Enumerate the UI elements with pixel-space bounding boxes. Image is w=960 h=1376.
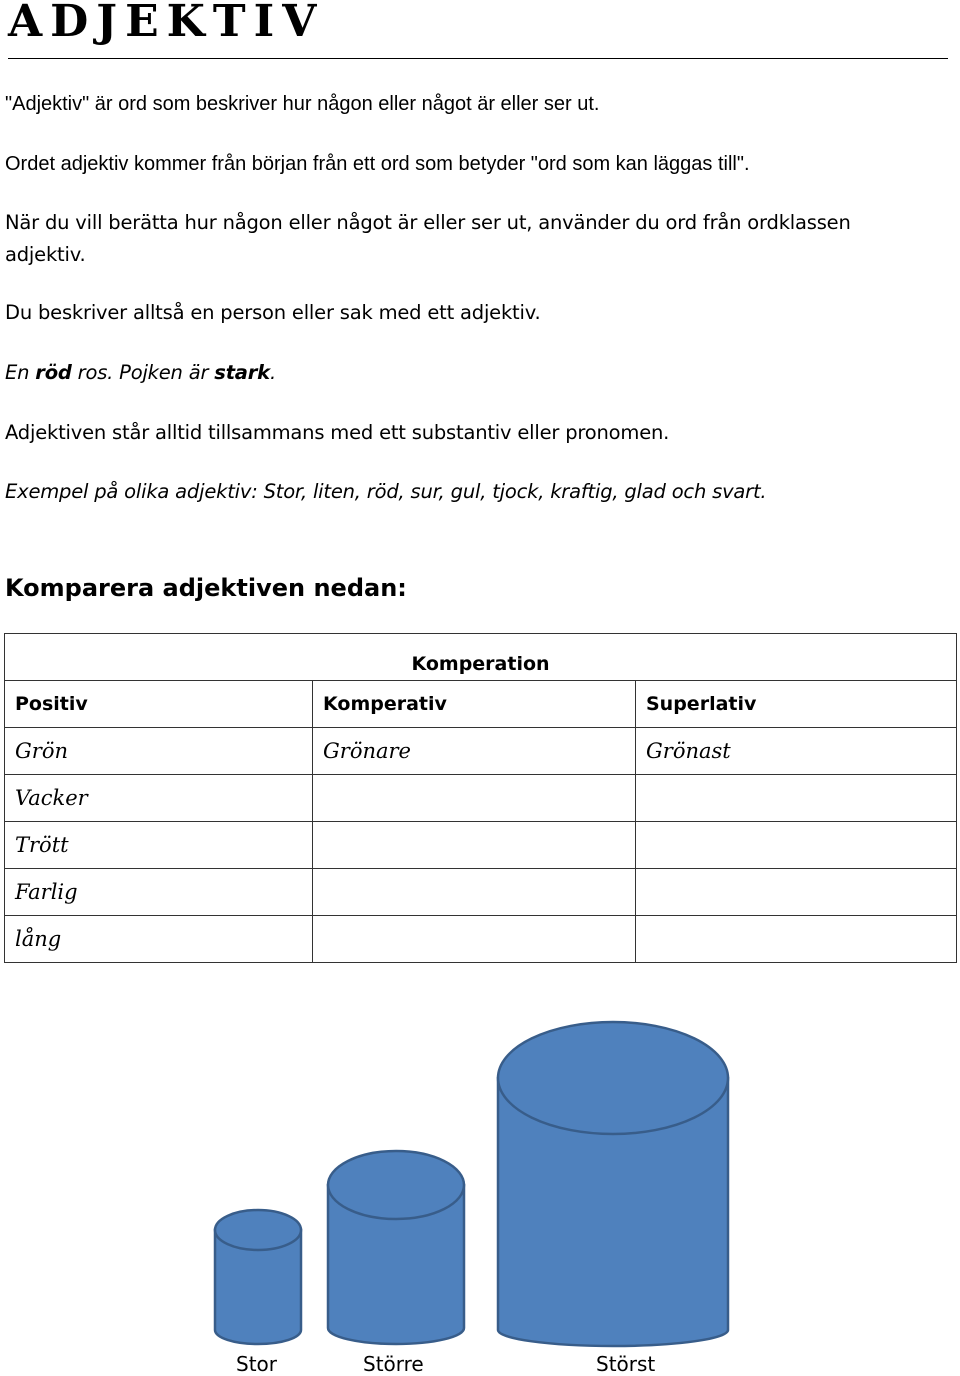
example-text-part: ros. Pojken är (71, 361, 215, 384)
table-row (5, 775, 957, 822)
cell-positiv: Vacker (5, 775, 313, 822)
cell-positiv: Grön (5, 728, 313, 775)
table-row (5, 869, 957, 916)
section-heading: Komparera adjektiven nedan: (5, 574, 407, 602)
cell-positiv: Farlig (5, 869, 313, 916)
paragraph-usage: När du vill berätta hur någon eller något är eller ser ut, använder du ord från ordklassen adjektiv. (5, 211, 851, 266)
cell-superlativ[interactable] (636, 916, 957, 963)
table-row (5, 728, 957, 775)
cylinder-label-stor: Stor (236, 1352, 277, 1376)
table-header-row (5, 681, 957, 728)
table-row (5, 916, 957, 963)
paragraph-origin: Ordet adjektiv kommer från början från ett ord som betyder "ord som kan läggas till". (5, 153, 750, 175)
cell-komperativ[interactable] (313, 869, 636, 916)
paragraph-rule: Adjektiven står alltid tillsammans med ett substantiv eller pronomen. (5, 421, 670, 444)
example-adjective-rod: röd (35, 361, 72, 384)
paragraph-example-sentences (5, 357, 935, 389)
cell-komperativ[interactable] (313, 916, 636, 963)
cylinder-large (498, 1022, 728, 1346)
cell-komperativ[interactable]: Grönare (313, 728, 636, 775)
cell-superlativ[interactable] (636, 869, 957, 916)
cell-superlativ[interactable] (636, 775, 957, 822)
header-superlativ: Superlativ (636, 681, 957, 728)
paragraph-definition: "Adjektiv" är ord som beskriver hur någon eller något är eller ser ut. (5, 93, 600, 115)
cylinder-medium (328, 1151, 464, 1344)
header-komperativ: Komperativ (313, 681, 636, 728)
cell-superlativ[interactable] (636, 822, 957, 869)
paragraph-examples: Exempel på olika adjektiv: Stor, liten, röd, sur, gul, tjock, kraftig, glad och svart. (5, 480, 767, 503)
table-caption: Komperation (5, 634, 957, 681)
comparison-table (4, 633, 957, 963)
cell-komperativ[interactable] (313, 775, 636, 822)
table-row (5, 822, 957, 869)
header-positiv: Positiv (5, 681, 313, 728)
example-adjective-stark: stark (214, 361, 270, 384)
cell-superlativ[interactable]: Grönast (636, 728, 957, 775)
paragraph-describe: Du beskriver alltså en person eller sak med ett adjektiv. (5, 301, 541, 324)
example-text-part: . (269, 361, 276, 384)
cylinder-label-storre: Större (363, 1352, 424, 1376)
cylinder-label-storst: Störst (596, 1352, 656, 1376)
example-text-part: En (5, 361, 36, 384)
table-caption-row (5, 634, 957, 681)
title-divider (8, 58, 948, 59)
cell-positiv: Trött (5, 822, 313, 869)
cylinder-small (215, 1210, 301, 1344)
cylinder-illustration (0, 1000, 960, 1350)
cell-positiv: lång (5, 916, 313, 963)
page-title: ADJEKTIV (8, 0, 325, 47)
cell-komperativ[interactable] (313, 822, 636, 869)
